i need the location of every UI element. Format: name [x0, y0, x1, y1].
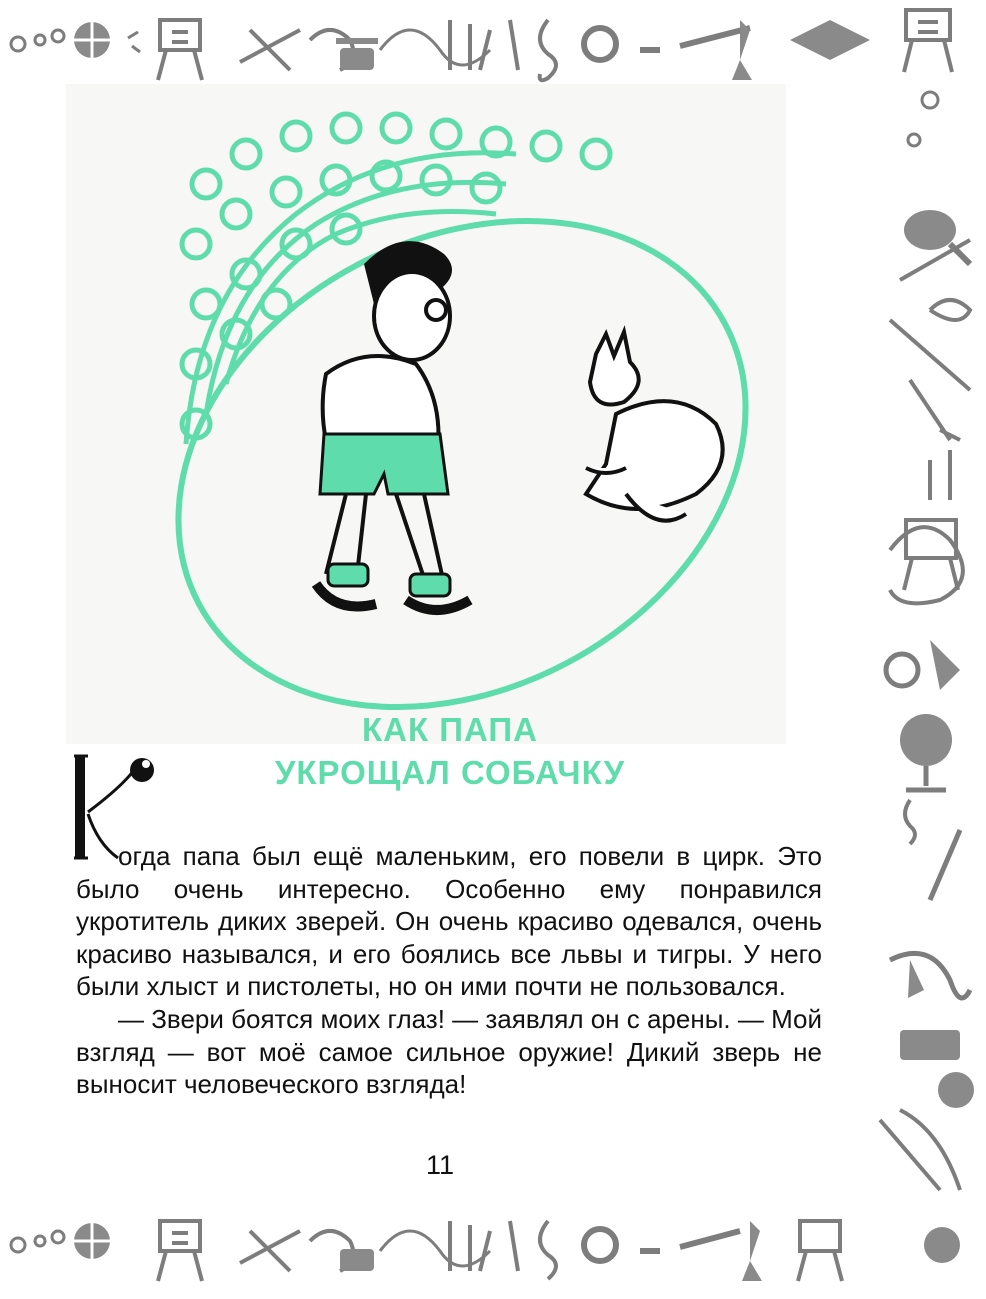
pen-icon — [640, 1231, 740, 1251]
jester-icon — [930, 640, 960, 690]
small-dog-figure — [586, 332, 723, 521]
ring-icon — [584, 1229, 616, 1261]
pencil-icon — [930, 830, 960, 900]
bubble-icon — [11, 1238, 25, 1252]
telephone-icon — [336, 38, 378, 70]
globe-icon — [900, 714, 952, 790]
story-illustration — [66, 84, 786, 744]
bubble-icon — [11, 37, 25, 51]
easel-icon — [798, 1221, 842, 1281]
boy-figure — [316, 241, 470, 610]
cord-icon — [380, 1231, 490, 1266]
saw-icon — [880, 1110, 960, 1190]
story-title-line-1: КАК ПАПА — [362, 711, 538, 748]
tools-icon — [240, 30, 353, 70]
story-body — [76, 840, 822, 1101]
bubble-icon — [52, 30, 64, 42]
paint-brush-icon — [890, 320, 970, 390]
story-title — [200, 708, 700, 794]
paragraph-2: — Звери боятся моих глаз! — заявлял он с арены. — Мой взгляд — вот моё самое сильное оружие! Дикий зверь не выносит человеческого взгляда! — [76, 1003, 823, 1100]
sparkle-icon — [128, 32, 140, 52]
decorative-border-bottom — [0, 1205, 986, 1295]
easel-icon — [158, 1221, 202, 1281]
trumpet-icon — [910, 380, 960, 440]
nails-icon — [450, 20, 518, 70]
paragraph-1: огда папа был ещё маленьким, его повели в цирк. Это было очень интересно. Особенно ему понравился укротитель диких зверей. Он очень красиво одевался, очень красиво назывался, и его боялись все львы и тигры. У него были хлыст и пистолеты, но он ими почти не пользовался. — [76, 841, 822, 1002]
easel-icon — [158, 20, 202, 80]
snake-icon — [890, 953, 970, 998]
ball-icon — [74, 1223, 110, 1259]
ring-icon — [584, 28, 616, 60]
book-icon — [790, 20, 870, 60]
ball-icon — [74, 22, 110, 58]
easel-icon — [904, 10, 952, 72]
tools-icon — [240, 1231, 353, 1271]
bubble-icon — [908, 134, 920, 146]
telephone-icon — [340, 1249, 374, 1271]
ball-icon — [924, 1227, 960, 1263]
racket-icon — [904, 210, 970, 264]
nails-icon — [930, 450, 950, 500]
shovel-icon — [908, 960, 924, 998]
pen-icon — [640, 28, 750, 50]
bubble-icon — [35, 1236, 45, 1246]
bubble-icon — [52, 1231, 64, 1243]
bubble-icon — [922, 92, 938, 108]
figure-icon — [742, 1221, 762, 1281]
treble-clef-icon — [540, 20, 556, 80]
apple-icon — [886, 654, 918, 686]
treble-clef-icon — [905, 800, 915, 844]
cord-icon — [380, 30, 490, 65]
decorative-border-top — [0, 0, 986, 90]
decorative-border-right — [870, 80, 986, 1210]
ball-icon — [938, 1072, 974, 1108]
tram-icon — [900, 1030, 960, 1060]
story-title-line-2: УКРОЩАЛ СОБАЧКУ — [274, 754, 626, 791]
nails-icon — [450, 1221, 518, 1271]
bubble-icon — [35, 35, 45, 45]
page-number: 11 — [425, 1150, 455, 1180]
treble-clef-icon — [540, 1221, 556, 1279]
